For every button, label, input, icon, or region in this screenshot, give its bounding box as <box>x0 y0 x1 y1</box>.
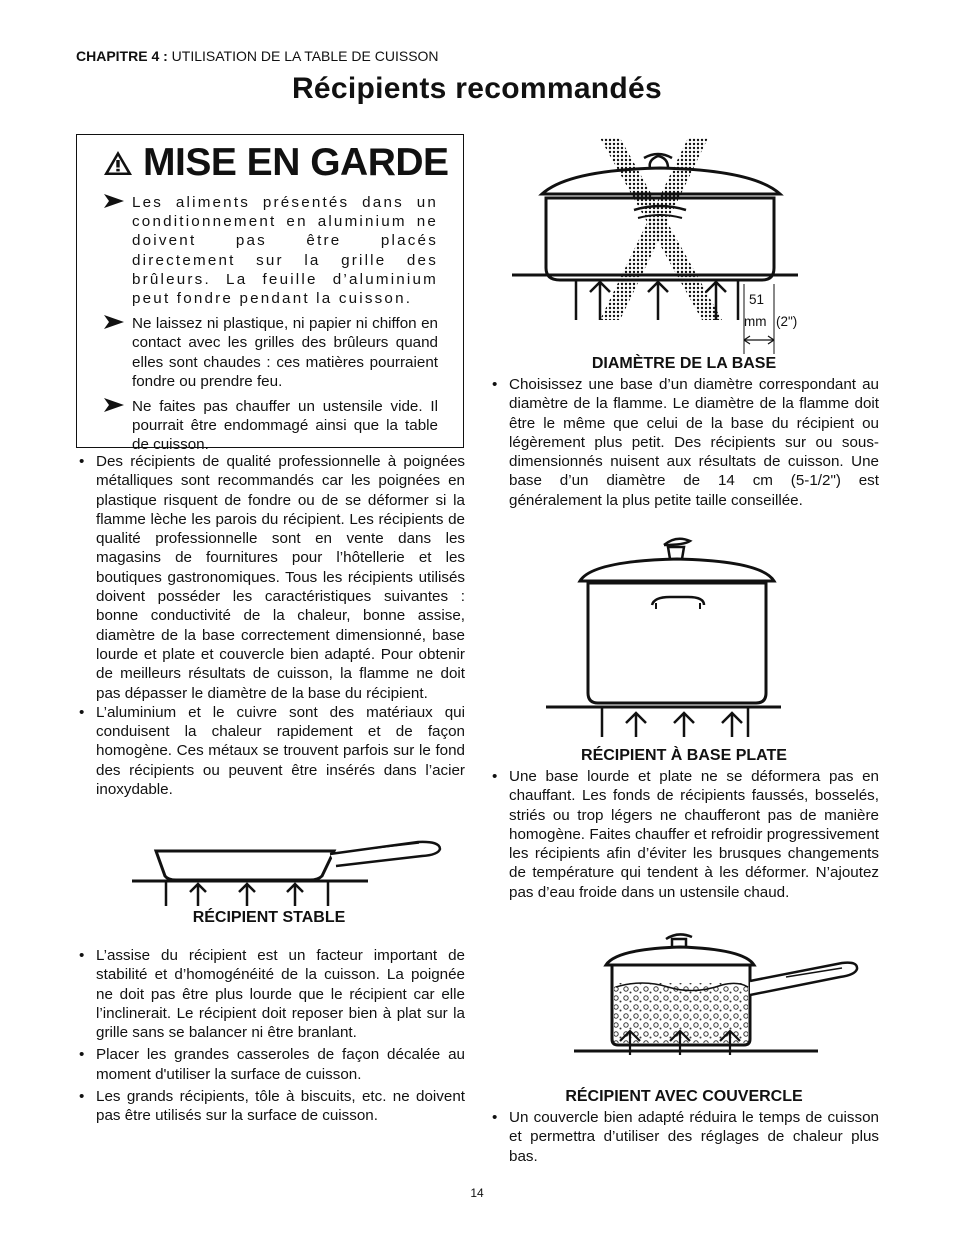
warning-item-text: Ne faites pas chauffer un ustensile vide. Il pourrait être endommagé ainsi que la table de cuisson. <box>132 398 438 454</box>
warning-item-text: Les aliments présentés dans un conditionnement en aluminium ne doivent pas être placés directement sur la grille des brûleurs. La feuille d’aluminium peut fondre pendant la cuisson. <box>132 194 438 308</box>
warning-title: MISE EN GARDE <box>143 141 449 184</box>
warning-heading <box>103 141 449 185</box>
warning-triangle-icon <box>103 150 133 176</box>
left-bullets-2 <box>76 946 465 1126</box>
bullet-item: • Une base lourde et plate ne se déformera pas en chauffant. Les fonds de récipients faussés, bosselés, striés ou trop légers ne chaufferont pas de manière homogène. Faites chauffer et refroidir progressivement les récipients afin d’éviter les brusques changements de température qui tendent à les déformer. N’ajoutez pas d’eau froide dans un ustensile chaud. <box>489 767 879 902</box>
chapter-header <box>76 48 439 64</box>
bullet-item: • Placer les grandes casseroles de façon décalée au moment d'utiliser la surface de cuisson. <box>76 1045 465 1084</box>
right-bullets-3 <box>489 1108 879 1166</box>
left-bullets-1 <box>76 452 465 799</box>
warning-item-text: Ne laissez ni plastique, ni papier ni chiffon en contact avec les grilles des brûleurs quand elles sont chaudes : ces matières pourraient fondre ou prendre feu. <box>132 315 438 390</box>
arrowhead-bullet-icon <box>104 315 124 329</box>
chapter-title: UTILISATION DE LA TABLE DE CUISSON <box>167 48 439 64</box>
base-caption: DIAMÈTRE DE LA BASE <box>591 355 777 372</box>
bullet-item: • Choisissez une base d’un diamètre correspondant au diamètre de la flamme. Le diamètre de la flamme doit être le même que celui de la base du récipient ou légèrement plus petit. Des récipients sur ou sous-dimensionnés nuisent aux résultats de cuisson. Une base d’un diamètre de 14 cm (5-1/2") est généralement la plus petite taille conseillée. <box>489 375 879 510</box>
page-number: 14 <box>470 1186 484 1200</box>
flat-caption: RÉCIPIENT À BASE PLATE <box>581 747 787 764</box>
lid-pot-illustration <box>572 931 862 1055</box>
stable-caption: RÉCIPIENT STABLE <box>192 909 346 926</box>
warning-box <box>76 134 464 454</box>
bullet-item: • Un couvercle bien adapté réduira le temps de cuisson et permettra d’utiliser des réglages de chaleur plus bas. <box>489 1108 879 1166</box>
dimension-inches: (2") <box>776 314 798 329</box>
chapter-label: CHAPITRE 4 : <box>76 48 168 64</box>
arrowhead-bullet-icon <box>104 398 124 412</box>
warning-list <box>104 193 438 461</box>
warning-item <box>104 193 438 308</box>
bullet-item: • L’aluminium et le cuivre sont des matériaux qui conduisent la chaleur rapidement et de façon homogène. Ces métaux se trouvent parfois sur le fond des récipients ou peuvent être insérés dans l’acier inoxydable. <box>76 703 465 799</box>
arrowhead-bullet-icon <box>104 194 124 208</box>
warning-item <box>104 397 438 455</box>
bullet-item: • Les grands récipients, tôle à biscuits, etc. ne doivent pas être utilisés sur la surface de cuisson. <box>76 1087 465 1126</box>
stable-pan-illustration <box>130 838 450 908</box>
lid-caption: RÉCIPIENT AVEC COUVERCLE <box>565 1088 803 1105</box>
warning-item <box>104 314 438 391</box>
bullet-item: • L’assise du récipient est un facteur important de stabilité et d’homogénéité de la cuisson. La poignée ne doit pas être plus lourde que le récipient car elle l’inclinerait. Le récipient doit reposer bien à plat sur la grille sans se balancer ni être branlant. <box>76 946 465 1042</box>
bullet-item: • Des récipients de qualité professionnelle à poignées métalliques sont recommandés car les poignées en plastique risquent de fondre ou de se déformer si la flamme lèche les parois du récipient. Les récipients de qualité professionnelle sont en vente dans les magasins de fournitures pour l’hôtellerie et les boutiques gastronomiques. Tous les récipients utilisés doivent posséder les caractéristiques suivantes : bonne conductivité de la chaleur, bonne assise, diamètre de la base correctement dimensionné, base lourde et plate et couvercle bien adapté. Pour obtenir de meilleurs résultats de cuisson, la flamme ne doit pas dépasser le diamètre de la base du récipient. <box>76 452 465 703</box>
right-bullets-1 <box>489 375 879 510</box>
flat-base-pot-illustration <box>544 533 784 739</box>
dimension-mm-unit: mm <box>744 314 767 329</box>
dimension-mm-value: 51 <box>749 292 765 307</box>
page-title: Récipients recommandés <box>291 72 663 105</box>
right-bullets-2 <box>489 767 879 902</box>
